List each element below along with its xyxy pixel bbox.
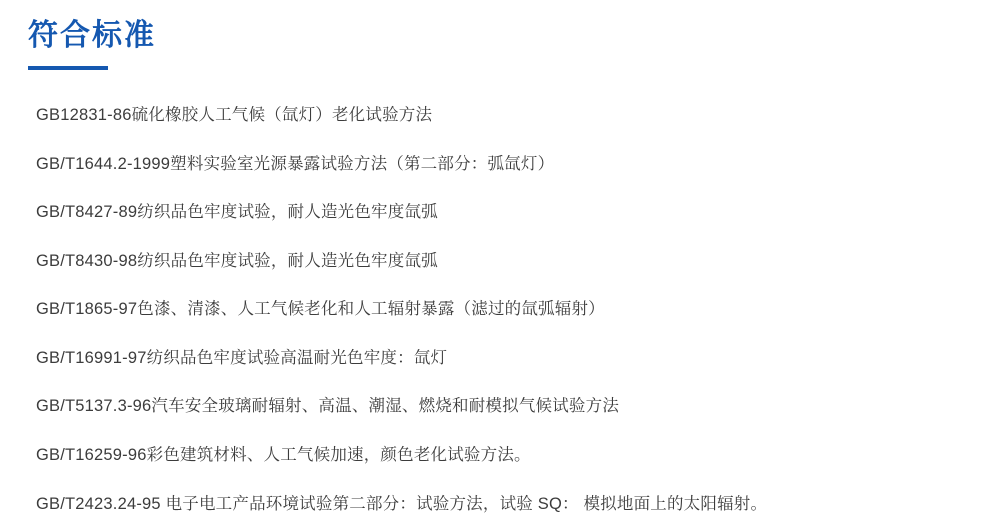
title-underline-rule — [28, 66, 108, 70]
list-item: GB/T8430-98纺织品色牢度试验，耐人造光色牢度氙弧 — [36, 249, 980, 275]
list-item: GB12831-86硫化橡胶人工气候（氙灯）老化试验方法 — [36, 103, 980, 129]
list-item: GB/T5137.3-96汽车安全玻璃耐辐射、高温、潮湿、燃烧和耐模拟气候试验方法 — [36, 394, 980, 420]
list-item: GB/T16259-96彩色建筑材料、人工气候加速，颜色老化试验方法。 — [36, 443, 980, 469]
page-title: 符合标准 — [28, 18, 156, 54]
title-block — [28, 18, 156, 70]
list-item: GB/T8427-89纺织品色牢度试验，耐人造光色牢度氙弧 — [36, 200, 980, 226]
standards-list — [36, 103, 980, 517]
list-item: GB/T2423.24-95 电子电工产品环境试验第二部分：试验方法，试验 SQ： 模拟地面上的太阳辐射。 — [36, 492, 980, 517]
list-item: GB/T1865-97色漆、清漆、人工气候老化和人工辐射暴露（滤过的氙弧辐射） — [36, 297, 980, 323]
list-item: GB/T16991-97纺织品色牢度试验高温耐光色牢度：氙灯 — [36, 346, 980, 372]
list-item: GB/T1644.2-1999塑料实验室光源暴露试验方法（第二部分：弧氙灯） — [36, 152, 980, 178]
